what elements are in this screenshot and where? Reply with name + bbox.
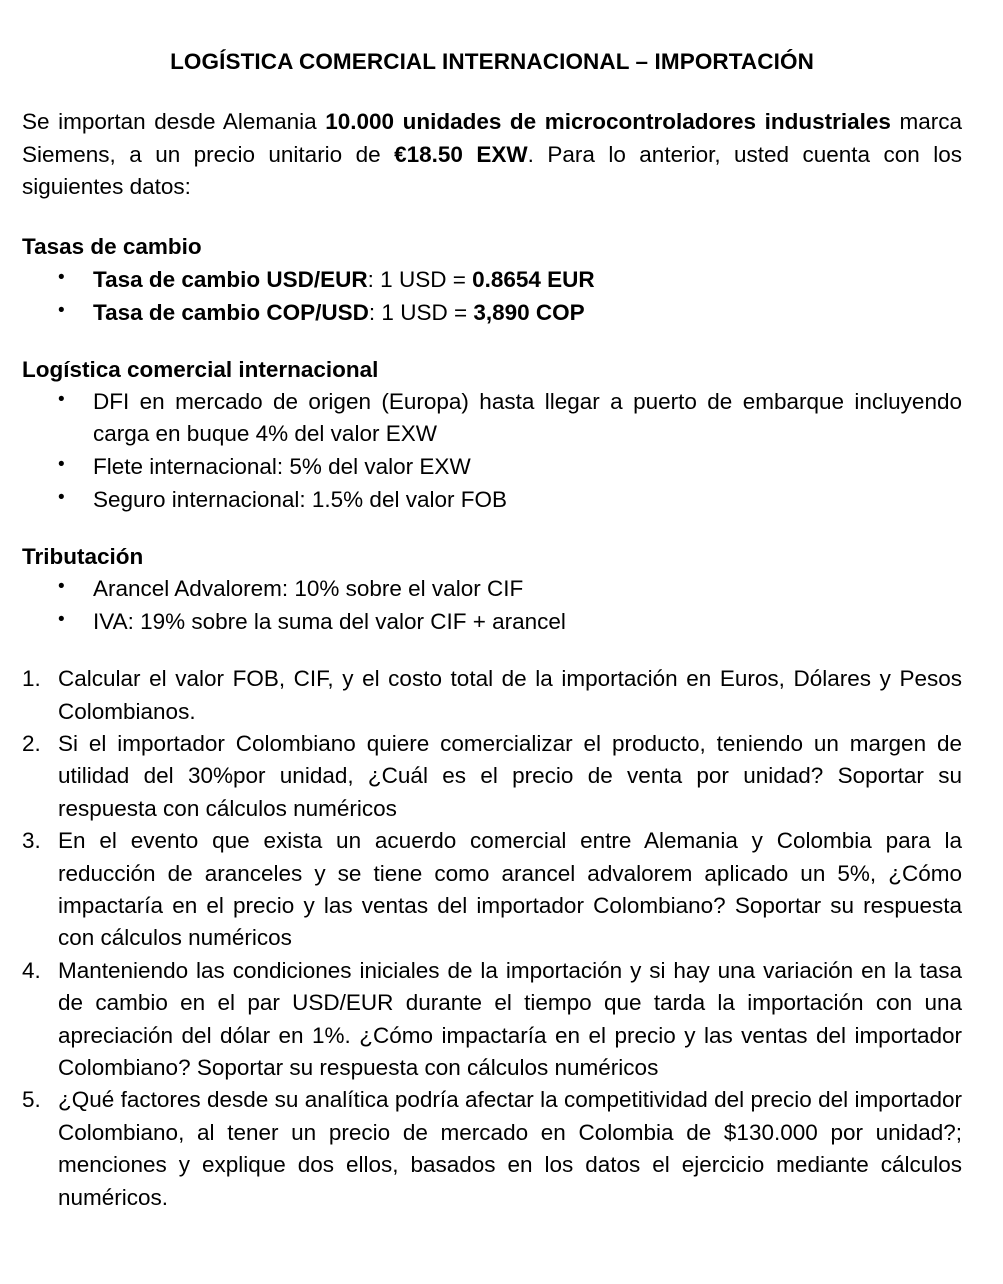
section-heading-exchange-rates: Tasas de cambio — [22, 234, 202, 260]
logistics-list — [22, 386, 962, 516]
question-number: 2. — [22, 731, 41, 757]
rate-label-usd-eur: Tasa de cambio USD/EUR — [93, 266, 368, 292]
question-number: 3. — [22, 828, 41, 854]
rate-label-cop-usd: Tasa de cambio COP/USD — [93, 299, 369, 325]
rate-mid-usd-eur: : 1 USD = — [367, 266, 473, 292]
taxation-list — [22, 573, 962, 638]
question-text: En el evento que exista un acuerdo comercial entre Alemania y Colombia para la reducción de aranceles y se tiene como arancel advalorem aplicado un 5%, ¿Cómo impactaría en el precio y las ventas del importador Colombiano? Soportar su respuesta con cálculos numéricos — [58, 828, 962, 951]
list-item: • Arancel Advalorem: 10% sobre el valor CIF — [22, 573, 962, 605]
question-item-4 — [22, 955, 962, 1085]
question-number: 4. — [22, 957, 41, 983]
question-item-5 — [22, 1084, 962, 1214]
questions-list — [22, 663, 962, 1214]
question-text: Calcular el valor FOB, CIF, y el costo total de la importación en Euros, Dólares y Pesos Colombianos. — [58, 666, 962, 724]
rate-value-cop-usd: 3,890 COP — [473, 299, 585, 325]
list-item: • Flete internacional: 5% del valor EXW — [22, 451, 962, 483]
question-item-2 — [22, 728, 962, 825]
intro-paragraph — [22, 106, 962, 203]
intro-bold-quantity: 10.000 unidades de microcontroladores industriales — [325, 109, 891, 135]
intro-bold-price: €18.50 EXW — [394, 141, 528, 167]
question-item-1 — [22, 663, 962, 728]
page-title: LOGÍSTICA COMERCIAL INTERNACIONAL – IMPORTACIÓN — [170, 49, 814, 74]
question-number: 5. — [22, 1087, 41, 1113]
list-item — [22, 297, 962, 329]
exchange-rate-list — [22, 264, 962, 329]
question-text: Manteniendo las condiciones iniciales de la importación y si hay una variación en la tasa de cambio en el par USD/EUR durante el tiempo que tarda la importación con una apreciación del dólar en 1%. ¿Cómo impactaría en el precio y las ventas del importador Colombiano? Soportar su respuesta con cálculos numéricos — [58, 957, 962, 1080]
intro-text-1: Se importan desde Alemania — [22, 109, 326, 135]
section-heading-taxation: Tributación — [22, 543, 144, 569]
question-text: Si el importador Colombiano quiere comercializar el producto, teniendo un margen de utilidad del 30%por unidad, ¿Cuál es el precio de venta por unidad? Soportar su respuesta con cálculos numéricos — [58, 731, 962, 821]
list-item: • IVA: 19% sobre la suma del valor CIF + arancel — [22, 606, 962, 638]
question-item-3 — [22, 825, 962, 955]
question-number: 1. — [22, 666, 41, 692]
section-heading-logistics: Logística comercial internacional — [22, 356, 379, 382]
question-text: ¿Qué factores desde su analítica podría afectar la competitividad del precio del importador Colombiano, al tener un precio de mercado en Colombia de $130.000 por unidad?; menciones y explique dos ellos, basados en los datos el ejercicio mediante cálculos numéricos. — [58, 1087, 962, 1210]
rate-mid-cop-usd: : 1 USD = — [368, 299, 474, 325]
list-item — [22, 264, 962, 296]
intro-text-2: marca Siemens, a un precio unitario de — [22, 109, 963, 167]
rate-value-usd-eur: 0.8654 EUR — [472, 266, 595, 292]
intro-text-3: . Para lo anterior, usted cuenta con los siguientes datos: — [22, 141, 963, 199]
list-item: • Seguro internacional: 1.5% del valor FOB — [22, 484, 962, 516]
list-item: • DFI en mercado de origen (Europa) hasta llegar a puerto de embarque incluyendo carga en buque 4% del valor EXW — [22, 386, 962, 450]
